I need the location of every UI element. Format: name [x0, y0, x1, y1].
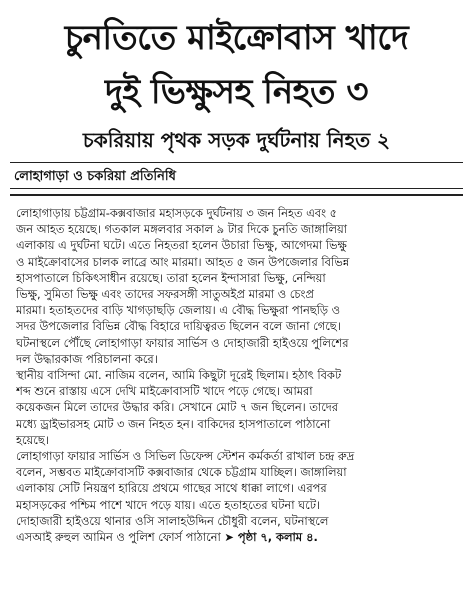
- article-line: সদর উপজেলার বিভিন্ন বৌদ্ধ বিহারে দায়িত্বরত ছিলেন বলে জানা গেছে।: [16, 319, 341, 334]
- divider-top: [10, 162, 463, 163]
- article-line: ভিক্ষু, সুমিতা ভিক্ষু এবং তাদের সফরসঙ্গী সাতুঅইপ্র মারমা ও চেংপ্র: [16, 287, 314, 302]
- divider-middle: [10, 188, 463, 189]
- article-body: [16, 205, 464, 585]
- byline: লোহাগাড়া ও চকরিয়া প্রতিনিধি: [14, 169, 176, 184]
- article-last-line: [16, 529, 464, 545]
- article-line: শব্দ শুনে রাস্তায় এসে দেখি মাইক্রোবাসটি খাদে পড়ে গেছে। আমরা: [16, 384, 313, 399]
- article-line: এলাকায় এ দুর্ঘটনা ঘটে। এতে নিহতরা হলেন উচারা ভিক্ষু, আগেদমা ভিক্ষু: [16, 238, 347, 253]
- article-line: ঘটনাস্থলে পৌঁছে লোহাগাড়া ফায়ার সার্ভিস ও দোহাজারী হাইওয়ে পুলিশের: [16, 335, 349, 350]
- article-line: লোহাগাড়ায় চট্টগ্রাম-কক্সবাজার মহাসড়কে দুর্ঘটনায় ৩ জন নিহত এবং ৫: [16, 206, 338, 220]
- article-line: মহাসড়কের পশ্চিম পাশে খাদে পড়ে যায়। এতে হতাহতের ঘটনা ঘটে।: [16, 497, 321, 512]
- continued-on-page-link[interactable]: ➤ পৃষ্ঠা ৭, কলাম ৪.: [224, 530, 318, 545]
- subheadline: চকরিয়ায় পৃথক সড়ক দুর্ঘটনায় নিহত ২: [82, 128, 391, 152]
- headline-line-2: দুই ভিক্ষুসহ নিহত ৩: [105, 72, 368, 112]
- article-line: বলেন, সম্ভবত মাইক্রোবাসটি কক্সবাজার থেকে চট্টগ্রাম যাচ্ছিল। জাঙ্গালিয়া: [16, 465, 347, 480]
- article-line-text: এসআই রুহুল আমিন ও পুলিশ ফোর্স পাঠানো: [16, 530, 221, 545]
- article-line: হয়েছে।: [16, 432, 49, 447]
- article-text: [16, 205, 464, 545]
- headline-line-1: চুনতিতে মাইক্রোবাস খাদে: [64, 18, 409, 58]
- article-line: ও মাইক্রোবাসের চালক লাব্রে আং মারমা। আহত ৫ জন উপজেলার বিভিন্ন: [16, 254, 350, 269]
- article-line: এলাকায় সেটি নিয়ন্ত্রণ হারিয়ে প্রথমে গাছের সাথে ধাক্কা লাগে। এরপর: [16, 481, 327, 496]
- divider-bottom: [10, 194, 463, 196]
- article-line: হাসপাতালে চিকিৎসাধীন রয়েছে। তারা হলেন ইন্দাসারা ভিক্ষু, নেন্দিয়া: [16, 270, 326, 285]
- article-line: লোহাগাড়া ফায়ার সার্ভিস ও সিভিল ডিফেন্স স্টেশন কর্মকর্তা রাখাল চন্দ্র রুদ্র: [16, 449, 355, 464]
- article-line: দল উদ্ধারকাজ পরিচালনা করে।: [16, 351, 158, 366]
- article-line: কয়েকজন মিলে তাদের উদ্ধার করি। সেখানে মোট ৭ জন ছিলেন। তাদের: [16, 400, 339, 415]
- article-line: জন আহত হয়েছে। গতকাল মঙ্গলবার সকাল ৯ টার দিকে চুনতি জাঙ্গালিয়া: [16, 222, 347, 237]
- article-line: দোহাজারী হাইওয়ে থানার ওসি সালাহউদ্দিন চৌধুরী বলেন, ঘটনাস্থলে: [16, 513, 329, 528]
- article-line: স্থানীয় বাসিন্দা মো. নাজিম বলেন, আমি কিছুটা দূরেই ছিলাম। হঠাৎ বিকট: [16, 368, 342, 383]
- article-line: মধ্যে ড্রাইভারসহ মোট ৩ জন নিহত হন। বাকিদের হাসপাতালে পাঠানো: [16, 416, 331, 431]
- article-line: মারমা। হতাহতদের বাড়ি খাগড়াছড়ি জেলায়। এ বৌদ্ধ ভিক্ষুরা পানছড়ি ও: [16, 303, 341, 318]
